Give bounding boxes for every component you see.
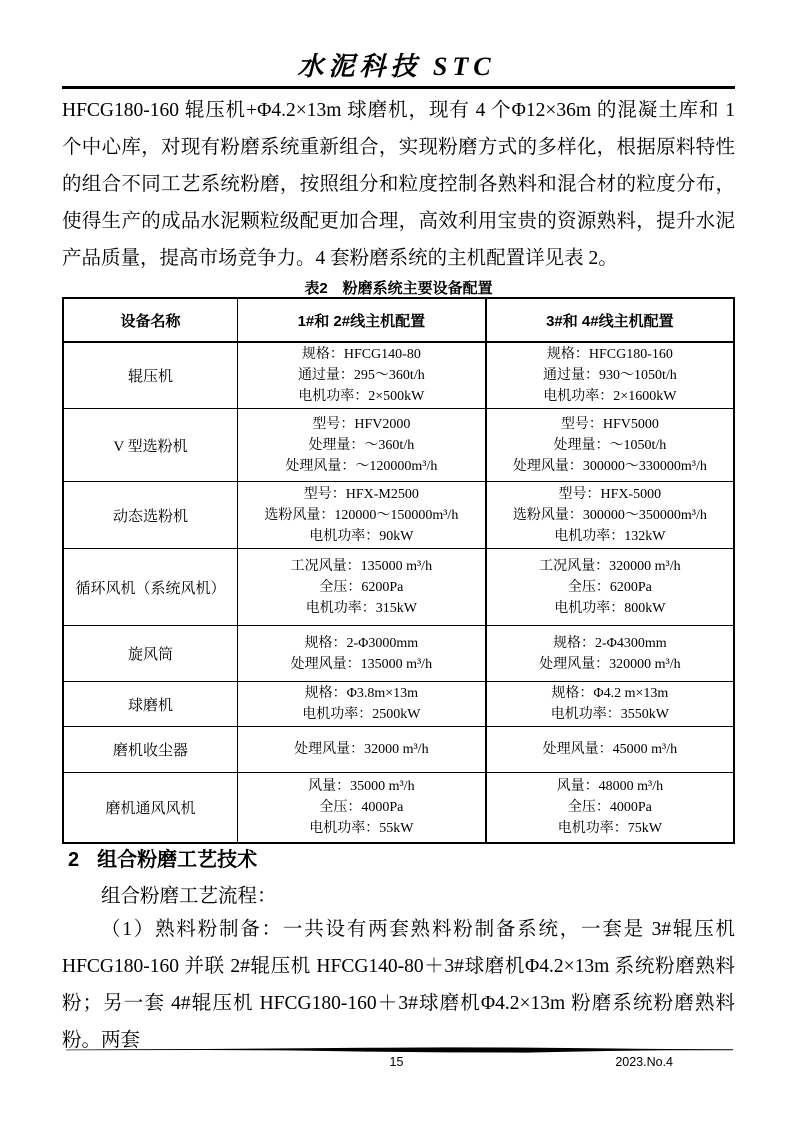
spec-line: 处理风量：～120000m³/h [285, 458, 438, 474]
spec-line: 电机功率：800kW [554, 600, 666, 616]
spec-line: 电机功率：2×1600kW [543, 389, 677, 404]
section-number: 2 [68, 849, 80, 871]
table-row [63, 409, 734, 482]
spec-cell [237, 549, 485, 626]
spec-line: 规格：HFCG180-160 [546, 347, 673, 362]
table-row [63, 549, 734, 626]
spec-cell [486, 549, 734, 626]
spec-line: 全压：4000Pa [567, 799, 652, 815]
spec-line: 工况风量：135000 m³/h [290, 558, 433, 574]
spec-line: 风量：48000 m³/h [556, 778, 664, 794]
spec-line: 处理量：～360t/h [308, 437, 415, 453]
spec-line: 选粉风量：300000～350000m³/h [512, 507, 707, 523]
table-caption: 表2 粉磨系统主要设备配置 [304, 280, 493, 297]
spec-line: 电机功率：75kW [557, 820, 662, 836]
footer-rule [66, 1045, 733, 1055]
spec-line: 规格：2-Φ4300mm [553, 635, 667, 651]
column-header-line34: 3#和 4#线主机配置 [486, 298, 734, 342]
device-name-cell: 磨机收尘器 [63, 727, 237, 773]
section-intro: 组合粉磨工艺流程： [101, 886, 277, 907]
equipment-table [62, 297, 735, 844]
spec-cell [486, 342, 734, 409]
device-name-cell: 球磨机 [63, 682, 237, 727]
spec-cell [486, 482, 734, 549]
section-heading [68, 843, 735, 872]
table-row [63, 626, 734, 682]
table-row [63, 727, 734, 773]
spec-line: 电机功率：132kW [554, 528, 666, 544]
section-paragraph-1: （1）熟料粉制备：一共设有两套熟料粉制备系统，一套是 3#辊压机 HFCG180-160 并联 2#辊压机 HFCG140-80＋3#球磨机Φ4.2×13m 系统粉磨熟料粉；另一套 4#辊压机 HFCG180-160＋3#球磨机Φ4.2×13m 粉磨系统粉磨熟料粉。两套 [62, 919, 735, 1051]
spec-cell [486, 626, 734, 682]
spec-line: 规格：2-Φ3000mm [304, 635, 419, 651]
spec-line: 规格：HFCG140-80 [301, 347, 421, 362]
device-name-cell: V 型选粉机 [63, 409, 237, 482]
footer-issue: 2023.No.4 [615, 1055, 673, 1069]
spec-cell [237, 342, 485, 409]
spec-line: 通过量：930～1050t/h [542, 368, 677, 383]
spec-cell [486, 727, 734, 773]
spec-line: 电机功率：3550kW [550, 707, 669, 722]
spec-cell [237, 682, 485, 727]
spec-line: 全压：6200Pa [567, 579, 652, 595]
device-name-cell: 循环风机（系统风机） [63, 549, 237, 626]
table-header-row [63, 298, 734, 342]
column-header-device: 设备名称 [63, 298, 237, 342]
body-paragraph: HFCG180-160 辊压机+Φ4.2×13m 球磨机，现有 4 个Φ12×36m 的混凝土库和 1 个中心库，对现有粉磨系统重新组合，实现粉磨方式的多样化，根据原料特性的组合不同工艺系统粉磨，按照组分和粒度控制各熟料和混合材的粒度分布，使得生产的成品水泥颗粒级配更加合理，高效利用宝贵的资源熟料，提升水泥产品质量，提高市场竞争力。4 套粉磨系统的主机配置详见表 2。 [62, 100, 735, 269]
spec-line: 处理风量：320000 m³/h [539, 656, 681, 672]
spec-cell [237, 773, 485, 843]
spec-line: 电机功率：90kW [309, 528, 414, 544]
spec-line: 处理量：～1050t/h [553, 437, 667, 453]
equipment-table-body [63, 342, 734, 843]
journal-title: 水泥科技 STC [297, 52, 496, 81]
header-rule [62, 86, 735, 89]
spec-line: 工况风量：320000 m³/h [539, 558, 681, 574]
table-row [63, 773, 734, 843]
footer-page-number: 15 [389, 1055, 404, 1069]
spec-cell [237, 727, 485, 773]
spec-line: 型号：HFX-M2500 [303, 486, 419, 502]
table-row [63, 482, 734, 549]
spec-cell [237, 626, 485, 682]
spec-line: 电机功率：2500kW [302, 707, 421, 722]
spec-line: 风量：35000 m³/h [308, 778, 415, 794]
spec-cell [486, 409, 734, 482]
table-row [63, 682, 734, 727]
spec-line: 通过量：295～360t/h [297, 368, 425, 383]
spec-line: 规格：Φ4.2 m×13m [551, 686, 669, 701]
spec-line: 全压：6200Pa [319, 579, 404, 595]
spec-cell [237, 482, 485, 549]
spec-cell [486, 682, 734, 727]
device-name-cell: 旋风筒 [63, 626, 237, 682]
spec-line: 处理风量：300000～330000m³/h [512, 458, 707, 474]
spec-line: 电机功率：2×500kW [298, 389, 425, 404]
spec-line: 电机功率：55kW [309, 820, 414, 836]
spec-line: 全压：4000Pa [319, 799, 404, 815]
spec-line: 规格：Φ3.8m×13m [304, 686, 419, 701]
spec-line: 处理风量：135000 m³/h [290, 656, 433, 672]
spec-line: 型号：HFV5000 [560, 416, 659, 432]
spec-line: 型号：HFV2000 [312, 416, 411, 432]
spec-line: 处理风量：45000 m³/h [542, 742, 678, 757]
spec-line: 型号：HFX-5000 [558, 486, 662, 502]
column-header-line12: 1#和 2#线主机配置 [237, 298, 485, 342]
device-name-cell: 辊压机 [63, 342, 237, 409]
spec-cell [237, 409, 485, 482]
table-row [63, 342, 734, 409]
spec-line: 选粉风量：120000～150000m³/h [264, 507, 459, 523]
spec-line: 电机功率：315kW [305, 600, 417, 616]
device-name-cell: 动态选粉机 [63, 482, 237, 549]
spec-cell [486, 773, 734, 843]
section-title: 组合粉磨工艺技术 [97, 849, 258, 871]
device-name-cell: 磨机通风风机 [63, 773, 237, 843]
spec-line: 处理风量：32000 m³/h [294, 742, 429, 757]
